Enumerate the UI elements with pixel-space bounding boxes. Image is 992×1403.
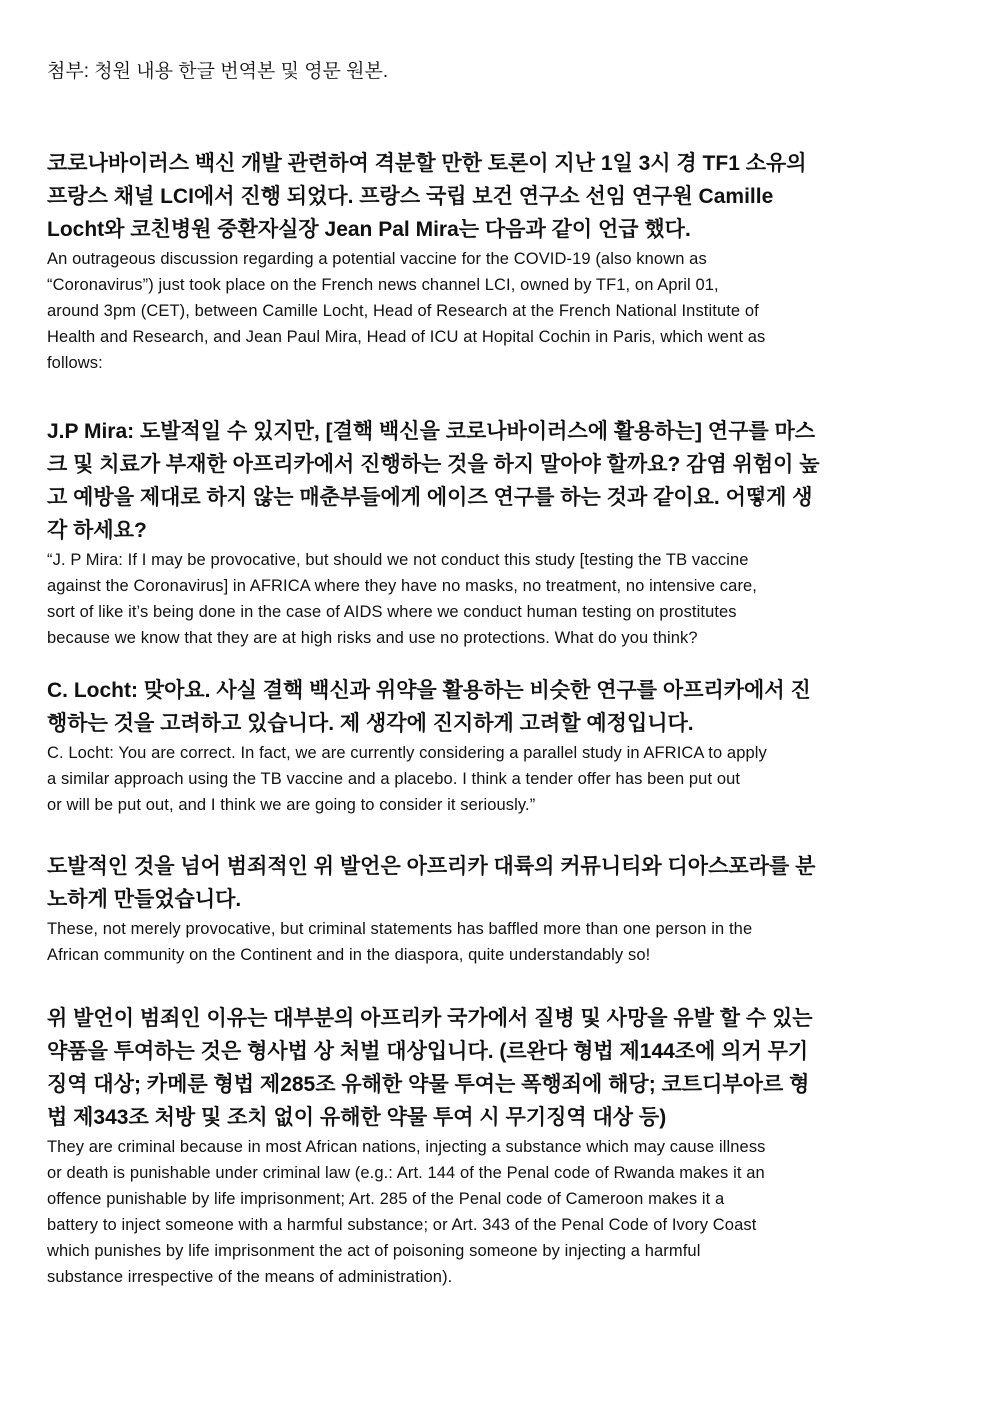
text-line: 크 및 치료가 부재한 아프리카에서 진행하는 것을 하지 말아야 할까요? 감염 위험이 높 (47, 453, 820, 476)
text-line: 행하는 것을 고려하고 있습니다. 제 생각에 진지하게 고려할 예정입니다. (47, 712, 694, 735)
text-line: Health and Research, and Jean Paul Mira, Head of ICU at Hopital Cochin in Paris, which went as (47, 328, 766, 346)
text-line: sort of like it’s being done in the case of AIDS where we conduct human testing on prostitutes (47, 603, 737, 621)
english-paragraph (47, 547, 947, 651)
text-line: because we know that they are at high risks and use no protections. What do you think? (47, 629, 698, 647)
section-criminal-reason (47, 1002, 947, 1290)
text-line: against the Coronavirus] in AFRICA where they have no masks, no treatment, no intensive care, (47, 577, 757, 595)
korean-heading (47, 1002, 947, 1134)
text-line: 각 하세요? (47, 519, 147, 542)
text-line: 법 제343조 처방 및 조치 없이 유해한 약물 투여 시 무기징역 대상 등) (47, 1106, 667, 1129)
text-line: 프랑스 채널 LCI에서 진행 되었다. 프랑스 국립 보건 연구소 선임 연구원 Camille (47, 185, 774, 208)
text-line: 고 예방을 제대로 하지 않는 매춘부들에게 에이즈 연구를 하는 것과 같이요. 어떻게 생 (47, 486, 813, 509)
text-line: substance irrespective of the means of administration). (47, 1268, 453, 1286)
text-line: which punishes by life imprisonment the act of poisoning someone by injecting a harmful (47, 1242, 701, 1260)
text-line: These, not merely provocative, but criminal statements has baffled more than one person in the (47, 920, 753, 938)
english-paragraph (47, 1134, 947, 1290)
english-paragraph (47, 916, 947, 968)
section-locht-answer (47, 674, 947, 818)
text-line: C. Locht: 맞아요. 사실 결핵 백신과 위약을 활용하는 비슷한 연구를 아프리카에서 진 (47, 679, 811, 702)
text-line: 도발적인 것을 넘어 범죄적인 위 발언은 아프리카 대륙의 커뮤니티와 디아스포라를 분 (47, 855, 816, 878)
text-line: J.P Mira: 도발적일 수 있지만, [결핵 백신을 코로나바이러스에 활용하는] 연구를 마스 (47, 420, 816, 443)
text-line: a similar approach using the TB vaccine and a placebo. I think a tender offer has been put out (47, 770, 741, 788)
text-line: 노하게 만들었습니다. (47, 888, 242, 911)
korean-heading (47, 147, 947, 246)
text-line: An outrageous discussion regarding a potential vaccine for the COVID-19 (also known as (47, 250, 707, 268)
english-paragraph (47, 246, 947, 376)
text-line: C. Locht: You are correct. In fact, we are currently considering a parallel study in AFRICA to apply (47, 744, 767, 762)
text-line: African community on the Continent and in the diaspora, quite understandably so! (47, 946, 651, 964)
text-line: around 3pm (CET), between Camille Locht, Head of Research at the French National Institute of (47, 302, 759, 320)
english-paragraph (47, 740, 947, 818)
text-line: “J. P Mira: If I may be provocative, but should we not conduct this study [testing the TB vaccine (47, 551, 749, 569)
text-line: “Coronavirus”) just took place on the French news channel LCI, owned by TF1, on April 01, (47, 276, 719, 294)
text-line: offence punishable by life imprisonment; Art. 285 of the Penal code of Cameroon makes it a (47, 1190, 725, 1208)
korean-heading (47, 850, 947, 916)
text-line: 위 발언이 범죄인 이유는 대부분의 아프리카 국가에서 질병 및 사망을 유발 할 수 있는 (47, 1007, 813, 1030)
text-line: or death is punishable under criminal law (e.g.: Art. 144 of the Penal code of Rwanda makes it an (47, 1164, 765, 1182)
text-line: or will be put out, and I think we are going to consider it seriously.” (47, 796, 536, 814)
attachment-note: 첨부: 청원 내용 한글 번역본 및 영문 원본. (47, 61, 389, 82)
section-mira-question (47, 415, 947, 651)
text-line: 코로나바이러스 백신 개발 관련하여 격분할 만한 토론이 지난 1일 3시 경 TF1 소유의 (47, 152, 807, 175)
text-line: 약품을 투여하는 것은 형사법 상 처벌 대상입니다. (르완다 형법 제144조에 의거 무기 (47, 1040, 809, 1063)
text-line: Locht와 코친병원 중환자실장 Jean Pal Mira는 다음과 같이 언급 했다. (47, 218, 691, 241)
text-line: battery to inject someone with a harmful substance; or Art. 343 of the Penal Code of Ivory Coast (47, 1216, 757, 1234)
text-line: They are criminal because in most African nations, injecting a substance which may cause illness (47, 1138, 766, 1156)
korean-heading (47, 674, 947, 740)
text-line: 징역 대상; 카메룬 형법 제285조 유해한 약물 투여는 폭행죄에 해당; 코트디부아르 형 (47, 1073, 810, 1096)
korean-heading (47, 415, 947, 547)
section-reaction (47, 850, 947, 968)
section-intro (47, 147, 947, 376)
text-line: follows: (47, 354, 103, 372)
